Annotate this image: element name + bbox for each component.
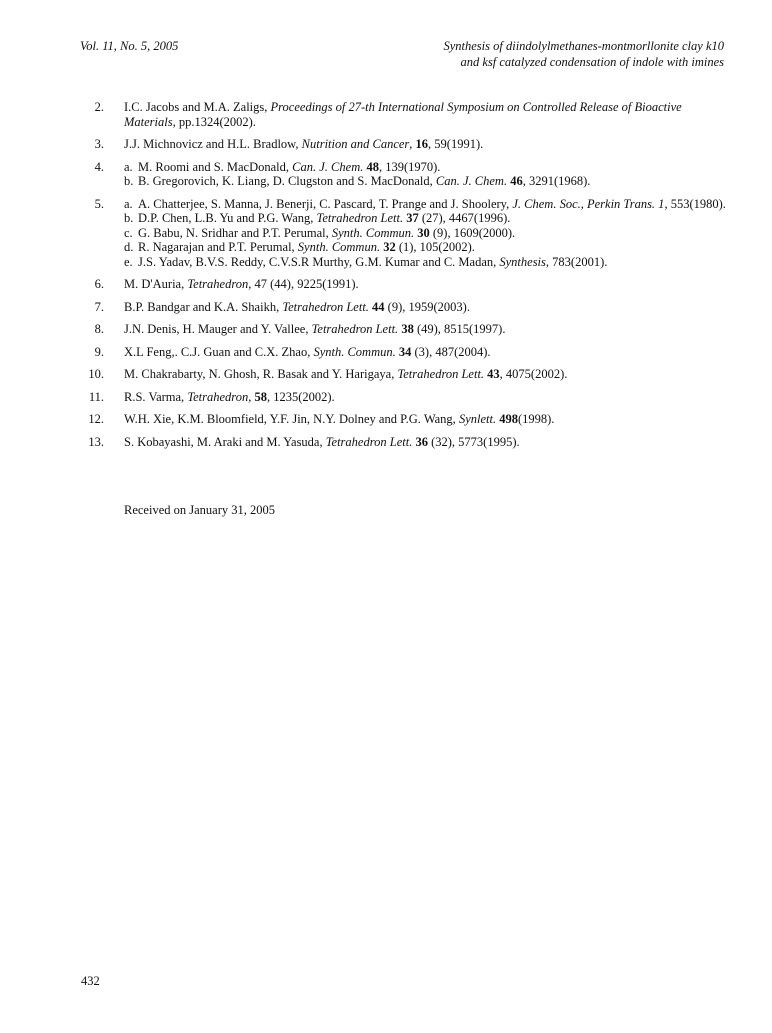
reference-journal: Tetrahedron (187, 389, 249, 404)
reference-8 (78, 322, 728, 337)
reference-6 (78, 277, 728, 292)
reference-rest: , 1235(2002). (266, 389, 335, 404)
sub-reference-letter: a. (124, 159, 133, 174)
reference-rest: (1998). (517, 412, 555, 426)
reference-4a (124, 160, 728, 175)
reference-rest: (9), 1959(2003). (384, 299, 470, 314)
reference-2 (78, 100, 728, 129)
running-header-title-line2: and ksf catalyzed condensation of indole with imines (460, 55, 724, 69)
reference-journal: Synth. Commun. (297, 240, 381, 254)
reference-number: 6. (94, 277, 104, 291)
reference-journal: Tetrahedron Lett. (311, 322, 399, 336)
reference-rest: , 139(1970). (378, 159, 441, 174)
reference-rest: (9), 1609(2000). (429, 225, 516, 240)
reference-journal: Synthesis (499, 254, 546, 269)
reference-authors: R.S. Varma, (124, 389, 188, 404)
reference-authors: J.N. Denis, H. Mauger and Y. Vallee, (124, 322, 312, 336)
reference-volume: 36 (415, 434, 428, 449)
reference-volume: 48 (366, 159, 379, 174)
reference-authors: B.P. Bandgar and K.A. Shaikh, (124, 299, 283, 314)
reference-11: 11. R.S. Varma, Tetrahedron, 58, 1235(2002). (78, 390, 728, 405)
reference-rest: (27), 4467(1996). (418, 211, 511, 225)
reference-number: 2. (94, 100, 104, 114)
reference-volume: 34 (398, 344, 412, 359)
reference-number: 11. (88, 389, 104, 404)
reference-volume: 46 (510, 174, 523, 188)
reference-rest: , 4075(2002). (499, 367, 568, 381)
reference-journal: Proceedings of 27-th International Symposium on Controlled Release of Bioactive Materials (124, 100, 682, 129)
reference-number: 4. (94, 159, 104, 174)
reference-5b (124, 211, 728, 226)
reference-authors: A. Chatterjee, S. Manna, J. Benerji, C. Pascard, T. Prange and J. Shoolery, (138, 196, 513, 211)
reference-number: 12. (88, 412, 104, 426)
reference-rest: (32), 5773(1995). (427, 434, 520, 449)
reference-journal: Synth. Commun. (313, 344, 396, 359)
reference-number: 13. (88, 434, 104, 449)
reference-journal: Can. J. Chem. (292, 159, 364, 174)
reference-journal: Can. J. Chem. (435, 174, 508, 188)
reference-volume: 498 (499, 412, 518, 426)
reference-rest: , 783(2001). (545, 254, 608, 269)
reference-authors: J.S. Yadav, B.V.S. Reddy, C.V.S.R Murthy, G.M. Kumar and C. Madan, (138, 254, 500, 269)
reference-journal: Tetrahedron Lett. (397, 367, 485, 381)
reference-number: 5. (94, 196, 104, 211)
reference-authors: S. Kobayashi, M. Araki and M. Yasuda, (124, 434, 326, 449)
reference-volume: 30 (417, 225, 430, 240)
sub-reference-letter: b. (124, 174, 134, 188)
page-number: 432 (81, 974, 100, 988)
reference-volume: 16 (415, 137, 429, 151)
sub-reference-letter: d. (124, 240, 134, 254)
reference-3: 3. J.J. Michnovicz and H.L. Bradlow, Nutrition and Cancer, 16, 59(1991). (78, 137, 728, 152)
reference-rest: , 59(1991). (428, 137, 484, 151)
reference-journal: J. Chem. Soc., Perkin Trans. 1 (512, 196, 665, 211)
reference-5 (78, 197, 728, 270)
reference-authors: D.P. Chen, L.B. Yu and P.G. Wang, (138, 211, 317, 225)
reference-journal: Tetrahedron Lett. (282, 299, 369, 314)
reference-list (78, 100, 728, 457)
reference-authors: B. Gregorovich, K. Liang, D. Clugston and S. MacDonald, (138, 174, 436, 188)
reference-authors: I.C. Jacobs and M.A. Zaligs, (124, 100, 271, 114)
reference-volume: 37 (406, 211, 419, 225)
reference-journal: Tetrahedron Lett. (316, 211, 404, 225)
sub-reference-letter: a. (124, 196, 133, 211)
reference-5c (124, 226, 728, 241)
reference-number: 8. (94, 322, 104, 336)
reference-9 (78, 345, 728, 360)
reference-volume: 38 (401, 322, 414, 336)
reference-4 (78, 160, 728, 189)
reference-journal: Nutrition and Cancer (301, 137, 410, 151)
reference-13 (78, 435, 728, 450)
running-header-title-line1: Synthesis of diindolylmethanes-montmorllonite clay k10 (443, 39, 724, 53)
reference-authors: G. Babu, N. Sridhar and P.T. Perumal, (138, 225, 332, 240)
reference-volume: 32 (383, 240, 396, 254)
reference-authors: M. D'Auria, (124, 277, 188, 291)
reference-rest: , 553(1980). (664, 196, 726, 211)
sub-reference-letter: e. (124, 254, 133, 269)
reference-authors: J.J. Michnovicz and H.L. Bradlow, (124, 137, 302, 151)
running-header-left: Vol. 11, No. 5, 2005 (80, 39, 179, 53)
reference-5d (124, 240, 728, 255)
reference-number: 7. (94, 299, 104, 314)
reference-volume: 58 (254, 389, 267, 404)
received-date: Received on January 31, 2005 (124, 503, 276, 517)
reference-rest: (1), 105(2002). (395, 240, 475, 254)
reference-journal: Tetrahedron Lett. (325, 434, 413, 449)
reference-authors: X.L Feng,. C.J. Guan and C.X. Zhao, (124, 344, 314, 359)
reference-4b (124, 174, 728, 189)
running-header-right (443, 38, 724, 70)
reference-7 (78, 300, 728, 315)
reference-12 (78, 412, 728, 427)
reference-rest: , 47 (44), 9225(1991). (248, 277, 359, 291)
reference-rest: (49), 8515(1997). (413, 322, 506, 336)
reference-authors: M. Chakrabarty, N. Ghosh, R. Basak and Y. Harigaya, (124, 367, 398, 381)
sub-reference-letter: c. (124, 225, 133, 240)
reference-10 (78, 367, 728, 382)
reference-authors: M. Roomi and S. MacDonald, (138, 159, 293, 174)
reference-number: 10. (88, 367, 104, 381)
reference-journal: Synlett. (458, 412, 497, 426)
reference-rest: , pp.1324(2002). (172, 114, 256, 129)
reference-number: 9. (94, 344, 104, 359)
reference-number: 3. (94, 137, 104, 151)
reference-authors: W.H. Xie, K.M. Bloomfield, Y.F. Jin, N.Y. Dolney and P.G. Wang, (124, 412, 459, 426)
reference-volume: 43 (487, 367, 500, 381)
reference-volume: 44 (372, 299, 385, 314)
reference-5e (124, 255, 728, 270)
reference-rest: (3), 487(2004). (411, 344, 491, 359)
reference-rest: , 3291(1968). (522, 174, 591, 188)
reference-journal: Tetrahedron (187, 277, 249, 291)
reference-5a (124, 197, 728, 212)
reference-authors: R. Nagarajan and P.T. Perumal, (138, 240, 298, 254)
reference-journal: Synth. Commun. (331, 225, 415, 240)
sub-reference-letter: b. (124, 211, 134, 225)
